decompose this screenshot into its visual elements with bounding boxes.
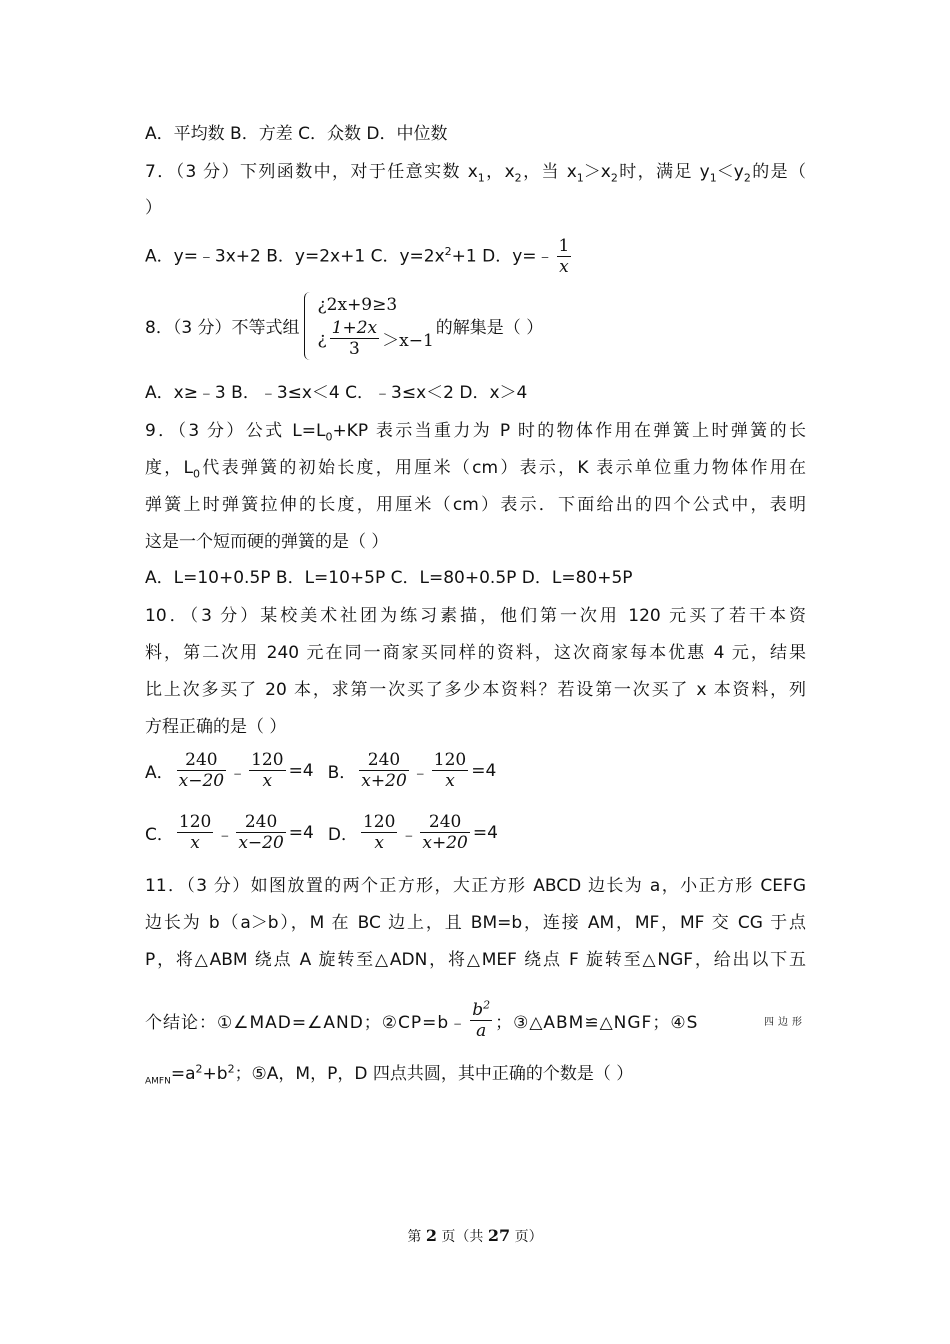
numerator: 120 <box>433 750 467 770</box>
denominator: x+20 <box>422 833 468 853</box>
inequality-row-1: ¿2x+9≥3 <box>317 295 398 315</box>
q7-text: ，当 x <box>521 162 577 182</box>
q10-text: 比上次多买了 20 本，求第一次买了多少本资料？若设第一次买了 x 本资料，列 <box>145 680 806 700</box>
numerator-base: b <box>472 1000 484 1020</box>
denominator: x+20 <box>361 771 407 791</box>
q11-text: ；⑤A，M，P，D 四点共圆，其中正确的个数是（ ） <box>234 1064 634 1084</box>
equals-four: =4 <box>288 822 314 843</box>
denominator: x <box>361 832 397 853</box>
q8-fraction <box>330 318 379 359</box>
fraction <box>359 750 408 791</box>
numerator <box>470 1000 492 1020</box>
equals-four: =4 <box>471 760 497 781</box>
superscript: 2 <box>195 1062 203 1076</box>
subscript: 1 <box>709 171 717 185</box>
q6-options <box>145 122 447 146</box>
footer-text: 页（共 <box>436 1229 488 1245</box>
numerator: 120 <box>362 812 396 832</box>
q7-option-text: +1 D．y=﹣ <box>451 246 554 267</box>
q11-line4-left <box>145 1000 698 1041</box>
q7-text: 7．（3 分）下列函数中，对于任意实数 x <box>145 162 478 182</box>
q10-text: 料，第二次用 240 元在同一商家买同样的资料，这次商家每本优惠 4 元，结果 <box>145 643 806 663</box>
subscript: 0 <box>325 430 333 444</box>
q6-options-text: A．平均数 B．方差 C．众数 D．中位数 <box>145 124 448 144</box>
q10-line4 <box>145 715 286 739</box>
minus-sign: ﹣ <box>400 825 418 845</box>
q11-text: 个结论：①∠MAD=∠AND；②CP=b﹣ <box>145 1013 468 1033</box>
subscript: 2 <box>743 171 751 185</box>
q10-line2 <box>145 641 806 665</box>
page-number: 2 <box>425 1226 437 1245</box>
denominator: a <box>470 1020 492 1041</box>
q7-stem-line1 <box>145 160 806 184</box>
total-pages: 27 <box>487 1226 511 1245</box>
q10-text: 10．（3 分）某校美术社团为练习素描，他们第一次用 120 元买了若干本资 <box>145 606 806 626</box>
fraction <box>236 812 285 853</box>
q11-line5 <box>145 1062 633 1086</box>
fraction <box>361 812 397 853</box>
minus-sign: ﹣ <box>229 763 247 783</box>
numerator: 240 <box>367 750 401 770</box>
subscript: 2 <box>610 171 618 185</box>
denominator: x <box>177 832 213 853</box>
footer-text: 页） <box>510 1229 543 1245</box>
denominator: x <box>557 256 572 277</box>
fraction <box>249 750 285 791</box>
inequality-system <box>304 292 434 359</box>
option-d-label: D． <box>327 825 358 845</box>
q9-text: 度，L <box>145 458 194 478</box>
numerator: 1+2x <box>331 318 378 338</box>
minus-sign: ﹣ <box>216 825 234 845</box>
q11-line2 <box>145 911 806 935</box>
q10-line3 <box>145 678 806 702</box>
option-b-label: B． <box>327 763 357 783</box>
q8-stem <box>145 292 543 359</box>
q9-line1 <box>145 419 806 443</box>
q9-line4 <box>145 530 388 554</box>
q9-text: 这是一个短而硬的弹簧的是（ ） <box>145 532 389 552</box>
q8-options-text: A．x≥﹣3 B．﹣3≤x＜4 C．﹣3≤x＜2 D．x＞4 <box>145 383 528 403</box>
q9-text: 代表弹簧的初始长度，用厘米（cm）表示，K 表示单位重力物体作用在 <box>200 458 806 478</box>
q8-options <box>145 381 527 405</box>
row2-suffix: ＞x−1 <box>382 331 434 351</box>
superscript: 2 <box>483 998 491 1012</box>
superscript: 2 <box>227 1062 235 1076</box>
q10-line1 <box>145 604 806 628</box>
q9-text: 9．（3 分）公式 L=L <box>145 421 326 441</box>
fraction <box>177 812 213 853</box>
equals-four: =4 <box>472 822 498 843</box>
q9-line3 <box>145 493 806 517</box>
q7-option-text: A．y=﹣3x+2 B．y=2x+1 C．y=2x <box>145 246 445 267</box>
superscript: 2 <box>444 244 452 258</box>
q11-text: ；③△ABM≌△NGF；④S <box>495 1013 699 1033</box>
denominator: 3 <box>330 338 379 359</box>
fraction <box>432 750 468 791</box>
q7-text: 时，满足 y <box>617 162 710 182</box>
inequality-row-2 <box>304 318 434 359</box>
q7-text: ＜y <box>716 162 744 182</box>
left-brace <box>304 292 311 360</box>
numerator: 240 <box>185 750 218 770</box>
q11-text: P，将△ABM 绕点 A 旋转至△ADN，将△MEF 绕点 F 旋转至△NGF，给出以下五 <box>145 950 806 970</box>
fraction <box>177 750 226 791</box>
q11-text: +b <box>202 1064 228 1084</box>
footer-text: 第 <box>407 1229 426 1245</box>
q9-text: 弹簧上时弹簧拉伸的长度，用厘米（cm）表示．下面给出的四个公式中，表明 <box>145 495 806 515</box>
q10-text: 方程正确的是（ ） <box>145 717 287 737</box>
q7-text: ，x <box>484 162 515 182</box>
q11-line4 <box>145 1000 806 1041</box>
q7-text: ） <box>145 198 162 218</box>
q7-stem-line2 <box>145 196 162 220</box>
q10-options-cd <box>145 812 498 853</box>
subscript: 1 <box>477 171 485 185</box>
q7-text: ＞x <box>583 162 611 182</box>
q9-options <box>145 566 633 590</box>
q7-text: 的是（ <box>750 162 807 182</box>
q11-text: 11．（3 分）如图放置的两个正方形，大正方形 ABCD 边长为 a，小正方形 CEFG <box>145 876 806 896</box>
numerator: 1 <box>558 236 570 256</box>
q9-line2 <box>145 456 806 480</box>
subscript: 0 <box>193 467 201 481</box>
option-c-label: C． <box>145 825 174 845</box>
subscript: AMFN <box>145 1076 171 1087</box>
subscript: 2 <box>514 171 522 185</box>
numerator: 240 <box>428 812 462 832</box>
minus-sign: ﹣ <box>411 763 429 783</box>
denominator: x <box>432 770 468 791</box>
fraction <box>420 812 469 853</box>
numerator: 120 <box>251 750 284 770</box>
denominator: x <box>249 770 285 791</box>
q9-text: +KP 表示当重力为 P 时的物体作用在弹簧上时弹簧的长 <box>332 421 806 441</box>
q11-line1 <box>145 874 806 898</box>
option-a-label: A． <box>145 763 174 783</box>
equals-four: =4 <box>288 760 314 781</box>
q11-line3 <box>145 948 806 972</box>
page-footer <box>0 1226 950 1246</box>
numerator: 120 <box>178 812 212 832</box>
q11-text: =a <box>170 1064 196 1084</box>
numerator: 240 <box>244 812 278 832</box>
q7-fraction <box>557 236 572 277</box>
q11-text: 边长为 b（a＞b），M 在 BC 边上，且 BM=b，连接 AM，MF，MF 交 CG 于点 <box>145 913 806 933</box>
subscript: 1 <box>576 171 584 185</box>
subscript-quadrilateral: 四边形 <box>764 1017 806 1028</box>
fraction <box>470 1000 492 1041</box>
q8-text: 8．（3 分）不等式组 <box>145 318 300 338</box>
q7-options <box>145 236 574 277</box>
row2-prefix: ¿ <box>317 328 327 349</box>
q9-options-text: A．L=10+0.5P B．L=10+5P C．L=80+0.5P D．L=80+5P <box>145 568 633 588</box>
denominator: x−20 <box>178 771 225 791</box>
denominator: x−20 <box>238 833 284 853</box>
q8-text: 的解集是（ ） <box>435 318 544 338</box>
q10-options-ab <box>145 750 496 791</box>
